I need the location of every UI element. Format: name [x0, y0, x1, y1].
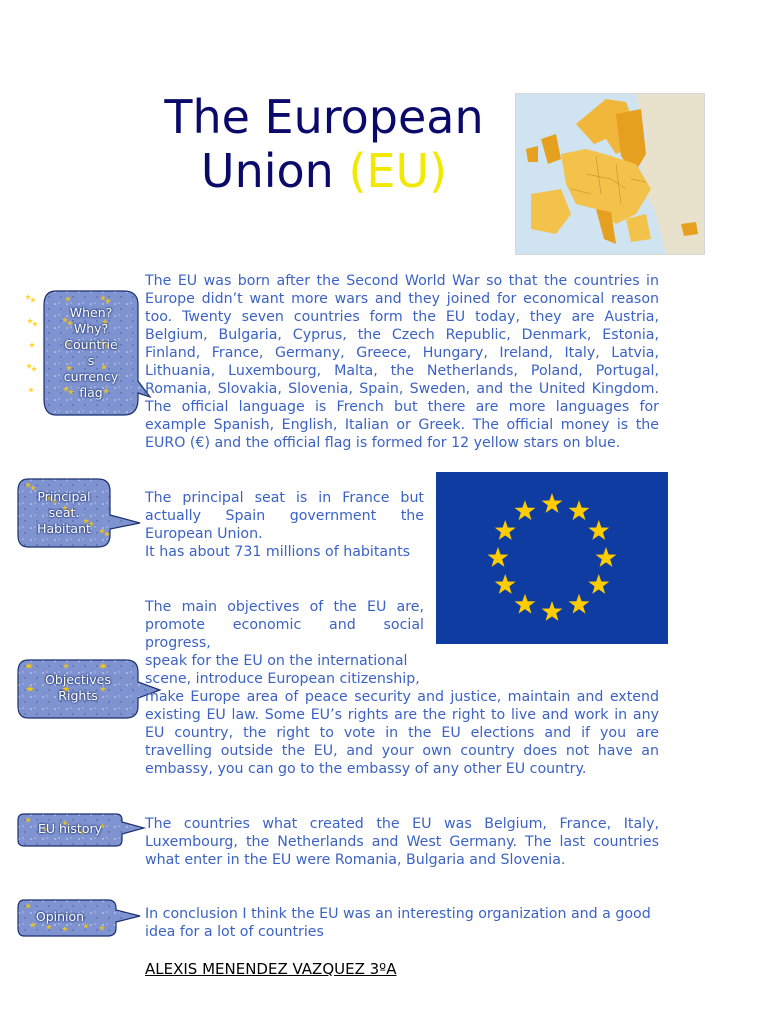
paragraph-history — [145, 815, 659, 869]
title-line-1: The European — [164, 90, 484, 144]
callout-objectives — [16, 658, 166, 720]
callout-line: Rights — [58, 688, 98, 703]
title-accent: (EU) — [348, 144, 448, 198]
callout-line: s — [87, 353, 95, 368]
paragraph-objectives-end — [145, 688, 659, 778]
paragraph-objectives-start — [145, 598, 424, 652]
callout-opinion — [16, 898, 146, 938]
callout-seat — [16, 477, 146, 549]
paragraph-objectives-middle — [145, 652, 435, 688]
bubble-star-icon — [32, 321, 38, 327]
callout-line: currency — [63, 369, 119, 384]
paragraph-seat — [145, 489, 424, 561]
title-line-2-prefix: Union — [200, 144, 349, 198]
callout-line: Objectives — [45, 672, 111, 687]
bubble-star-icon — [27, 318, 33, 324]
page-title — [140, 90, 508, 198]
eu-flag-image — [436, 472, 668, 644]
paragraph-objectives-text-2: speak for the EU on the international scene, introduce European citizenship, — [145, 653, 420, 687]
callout-line: Principal — [37, 489, 91, 504]
bubble-star-icon — [26, 363, 32, 369]
paragraph-intro — [145, 272, 659, 452]
callout-line: Countrie — [64, 337, 118, 352]
callout-when-label — [44, 293, 138, 413]
europe-map-image — [515, 93, 705, 255]
bubble-star-icon — [29, 342, 35, 348]
paragraph-seat-text-2: It has about 731 millions of habitants — [145, 544, 411, 560]
callout-history — [16, 812, 150, 848]
callout-seat-label — [18, 481, 110, 545]
callout-line: When? — [69, 305, 113, 320]
callout-line: seat. — [48, 505, 80, 520]
paragraph-intro-text: The EU was born after the Second World War so that the countries in Europe didn’t want more wars and they joined for economical reason too. Twenty seven countries form the EU today, they are Austria, Belgium, Bulgaria, Cyprus, the Czech Republic, Denmark, Estonia, Finland, France, Germany, Greece, Hungary, Ireland, Italy, Latvia, Lithuania, Luxembourg, Malta, the Netherlands, Poland, Portugal, Romania, Slovakia, Slovenia, Spain, Sweden, and the United Kingdom. The official language is French but there are more languages for example Spanish, English, Italian or Greek. The official money is the EURO (€) and the official flag is formed for 12 yellow stars on blue. — [145, 273, 659, 451]
paragraph-opinion — [145, 905, 659, 941]
callout-line: Why? — [73, 321, 109, 336]
bubble-star-icon — [31, 366, 37, 372]
bubble-star-icon — [30, 297, 36, 303]
callout-line: flag — [79, 385, 103, 400]
title-line-2 — [140, 144, 508, 198]
callout-history-label — [18, 814, 122, 844]
bubble-star-icon — [25, 294, 31, 300]
paragraph-objectives-text-3: make Europe area of peace security and justice, maintain and extend existing EU law. Some EU’s rights are the right to live and work in any EU country, the right to vote in the EU elections and if you are travelling outside the EU, and your own country does not have an embassy, you can go to the embassy of any other EU country. — [145, 689, 659, 777]
callout-line: Habitant — [37, 521, 91, 536]
author-name: ALEXIS MENENDEZ VAZQUEZ 3ºA — [145, 960, 397, 978]
bubble-star-icon — [28, 387, 34, 393]
callout-opinion-label — [18, 900, 102, 934]
paragraph-objectives-text-1: The main objectives of the EU are, promote economic and social progress, — [145, 599, 424, 651]
paragraph-history-text: The countries what created the EU was Belgium, France, Italy, Luxembourg, the Netherlands and West Germany. The last countries what enter in the EU were Romania, Bulgaria and Slovenia. — [145, 816, 659, 868]
callout-line: EU history — [37, 821, 102, 836]
callout-line: Opinion — [35, 909, 85, 924]
callout-when — [16, 289, 166, 419]
paragraph-seat-text-1: The principal seat is in France but actually Spain government the European Union. — [145, 490, 424, 542]
callout-objectives-label — [18, 660, 138, 716]
paragraph-opinion-text: In conclusion I think the EU was an interesting organization and a good idea for a lot of countries — [145, 906, 651, 940]
